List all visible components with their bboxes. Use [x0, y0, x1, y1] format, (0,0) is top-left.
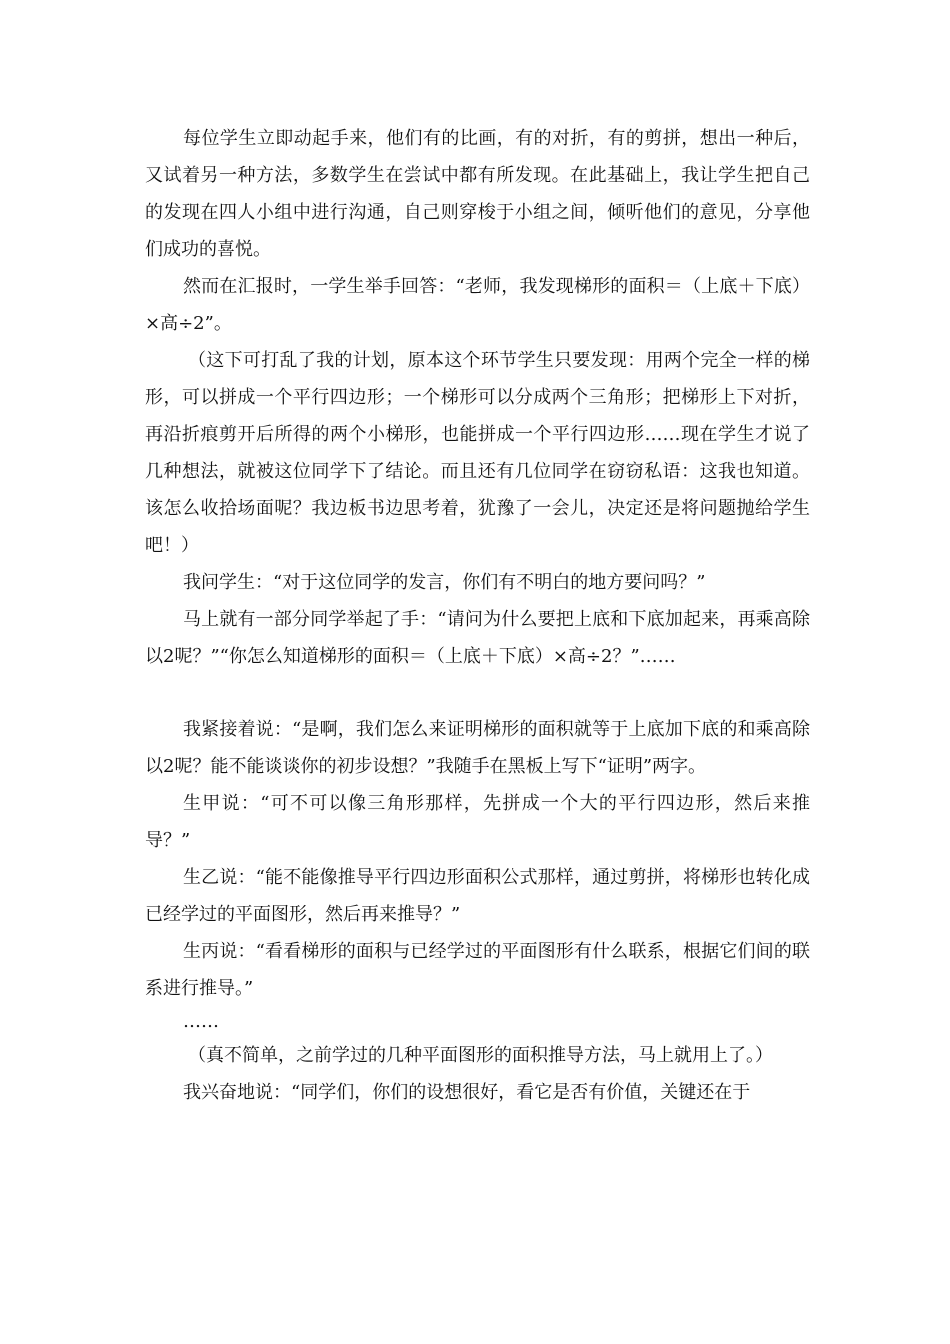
- paragraph-student-c: 生丙说：“看看梯形的面积与已经学过的平面图形有什么联系，根据它们间的联系进行推导。”: [145, 941, 810, 999]
- paragraph-teacher-aside: （真不简单，之前学过的几种平面图形的面积推导方法，马上就用上了。）: [188, 1045, 773, 1066]
- paragraph-teacher-question: 我问学生：“对于这位同学的发言，你们有不明白的地方要问吗？”: [183, 572, 706, 593]
- document-page: [145, 120, 810, 1111]
- paragraph-gap: [145, 675, 810, 711]
- paragraph-student-exploration: 每位学生立即动起手来，他们有的比画，有的对折，有的剪拼，想出一种后，又试着另一种方法，多数学生在尝试中都有所发现。在此基础上，我让学生把自己的发现在四人小组中进行沟通，自己则穿梭于小组之间，倾听他们的意见，分享他们成功的喜悦。: [145, 128, 810, 260]
- paragraph-teacher-reflection: （这下可打乱了我的计划，原本这个环节学生只要发现：用两个完全一样的梯形，可以拼成一个平行四边形；一个梯形可以分成两个三角形；把梯形上下对折，再沿折痕剪开后所得的两个小梯形，也能拼成一个平行四边形……现在学生才说了几种想法，就被这位同学下了结论。而且还有几位同学在窃窃私语：这我也知道。该怎么收拾场面呢？我边板书边思考着，犹豫了一会儿，决定还是将问题抛给学生吧！）: [145, 350, 810, 556]
- paragraph-student-answer: 然而在汇报时，一学生举手回答：“老师，我发现梯形的面积＝（上底＋下底）×高÷2”。: [145, 276, 810, 334]
- paragraph-student-a: 生甲说：“可不可以像三角形那样，先拼成一个大的平行四边形，然后来推导？”: [145, 793, 810, 851]
- paragraph-ellipsis: ……: [183, 1011, 219, 1032]
- paragraph-student-b: 生乙说：“能不能像推导平行四边形面积公式那样，通过剪拼，将梯形也转化成已经学过的平面图形，然后再来推导？”: [145, 867, 810, 925]
- paragraph-teacher-prove: 我紧接着说：“是啊，我们怎么来证明梯形的面积就等于上底加下底的和乘高除以2呢？能不能谈谈你的初步设想？”我随手在黑板上写下“证明”两字。: [145, 719, 810, 777]
- paragraph-students-ask: 马上就有一部分同学举起了手：“请问为什么要把上底和下底加起来，再乘高除以2呢？”“你怎么知道梯形的面积＝（上底＋下底）×高÷2？”……: [145, 609, 810, 667]
- paragraph-teacher-excited: 我兴奋地说：“同学们，你们的设想很好，看它是否有价值，关键还在于: [183, 1082, 751, 1103]
